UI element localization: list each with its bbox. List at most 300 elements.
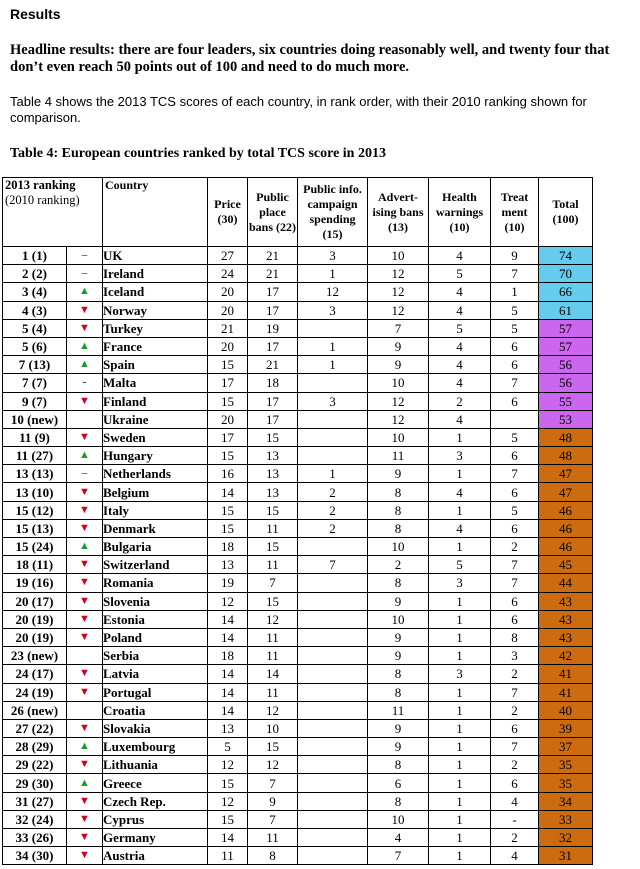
rank-change-cell: ▼ <box>67 519 103 537</box>
rank-cell: 23 (new) <box>3 647 67 665</box>
public-place-bans-cell: 9 <box>248 792 298 810</box>
total-cell: 45 <box>539 556 593 574</box>
health-warnings-cell: 1 <box>429 538 491 556</box>
rank-change-cell: ▼ <box>67 301 103 319</box>
country-cell: Italy <box>103 501 208 519</box>
health-warnings-cell: 5 <box>429 265 491 283</box>
advertising-bans-cell: 6 <box>368 774 429 792</box>
country-cell: Netherlands <box>103 465 208 483</box>
advertising-bans-cell: 9 <box>368 465 429 483</box>
health-warnings-cell: 3 <box>429 447 491 465</box>
public-place-bans-cell: 12 <box>248 701 298 719</box>
table-row <box>3 647 593 665</box>
health-warnings-cell: 1 <box>429 774 491 792</box>
advertising-bans-cell: 8 <box>368 519 429 537</box>
country-cell: Sweden <box>103 428 208 446</box>
public-info-cell <box>298 756 368 774</box>
table-row <box>3 574 593 592</box>
advertising-bans-cell: 9 <box>368 647 429 665</box>
public-info-cell <box>298 592 368 610</box>
rank-cell: 28 (29) <box>3 738 67 756</box>
country-cell: Belgium <box>103 483 208 501</box>
rank-change-cell: ▲ <box>67 538 103 556</box>
health-warnings-cell: 1 <box>429 647 491 665</box>
table-row <box>3 428 593 446</box>
price-cell: 21 <box>208 319 248 337</box>
public-place-bans-cell: 11 <box>248 829 298 847</box>
header-public-place-bans: Public place bans (22) <box>248 178 298 247</box>
health-warnings-cell: 4 <box>429 247 491 265</box>
table-row <box>3 356 593 374</box>
public-place-bans-cell: 19 <box>248 319 298 337</box>
rank-change-cell: ▲ <box>67 356 103 374</box>
public-info-cell: 7 <box>298 556 368 574</box>
header-health-warnings: Health warnings (10) <box>429 178 491 247</box>
treatment-cell: 6 <box>491 483 539 501</box>
section-title: Results <box>10 6 61 22</box>
country-cell: France <box>103 337 208 355</box>
public-info-cell: 3 <box>298 301 368 319</box>
country-cell: Czech Rep. <box>103 792 208 810</box>
total-cell: 42 <box>539 647 593 665</box>
public-info-cell <box>298 719 368 737</box>
table-body <box>3 247 593 865</box>
treatment-cell: 6 <box>491 592 539 610</box>
rank-cell: 29 (30) <box>3 774 67 792</box>
treatment-cell: 6 <box>491 356 539 374</box>
public-info-cell <box>298 701 368 719</box>
rank-cell: 20 (19) <box>3 610 67 628</box>
price-cell: 14 <box>208 483 248 501</box>
advertising-bans-cell: 7 <box>368 319 429 337</box>
advertising-bans-cell: 12 <box>368 265 429 283</box>
total-cell: 46 <box>539 538 593 556</box>
advertising-bans-cell: 9 <box>368 738 429 756</box>
table-row <box>3 301 593 319</box>
advertising-bans-cell: 8 <box>368 792 429 810</box>
rank-change-cell: ▼ <box>67 574 103 592</box>
advertising-bans-cell: 8 <box>368 665 429 683</box>
country-cell: Serbia <box>103 647 208 665</box>
rank-cell: 15 (12) <box>3 501 67 519</box>
advertising-bans-cell: 4 <box>368 829 429 847</box>
public-info-cell <box>298 410 368 428</box>
public-info-cell: 1 <box>298 356 368 374</box>
table-row <box>3 847 593 865</box>
public-info-cell <box>298 847 368 865</box>
advertising-bans-cell: 11 <box>368 447 429 465</box>
public-place-bans-cell: 21 <box>248 265 298 283</box>
public-place-bans-cell: 12 <box>248 610 298 628</box>
table-row <box>3 337 593 355</box>
price-cell: 20 <box>208 410 248 428</box>
table-row <box>3 683 593 701</box>
advertising-bans-cell: 10 <box>368 247 429 265</box>
country-cell: Latvia <box>103 665 208 683</box>
treatment-cell: 2 <box>491 538 539 556</box>
total-cell: 48 <box>539 447 593 465</box>
price-cell: 15 <box>208 519 248 537</box>
table-row <box>3 319 593 337</box>
table-row <box>3 756 593 774</box>
rank-cell: 20 (19) <box>3 628 67 646</box>
public-place-bans-cell: 13 <box>248 447 298 465</box>
treatment-cell: 7 <box>491 265 539 283</box>
header-ranking <box>3 178 103 247</box>
public-place-bans-cell: 11 <box>248 556 298 574</box>
treatment-cell: 2 <box>491 665 539 683</box>
country-cell: Spain <box>103 356 208 374</box>
rank-cell: 20 (17) <box>3 592 67 610</box>
treatment-cell: 4 <box>491 792 539 810</box>
total-cell: 41 <box>539 683 593 701</box>
public-place-bans-cell: 11 <box>248 628 298 646</box>
rank-change-cell: ▼ <box>67 428 103 446</box>
treatment-cell: 7 <box>491 738 539 756</box>
rank-change-cell: ▼ <box>67 829 103 847</box>
rank-cell: 15 (24) <box>3 538 67 556</box>
public-info-cell <box>298 810 368 828</box>
health-warnings-cell: 2 <box>429 392 491 410</box>
public-info-cell: 3 <box>298 247 368 265</box>
treatment-cell: 5 <box>491 501 539 519</box>
treatment-cell: 7 <box>491 574 539 592</box>
header-total: Total (100) <box>539 178 593 247</box>
country-cell: Romania <box>103 574 208 592</box>
treatment-cell <box>491 410 539 428</box>
health-warnings-cell: 3 <box>429 665 491 683</box>
health-warnings-cell: 4 <box>429 483 491 501</box>
price-cell: 15 <box>208 392 248 410</box>
table-row <box>3 592 593 610</box>
price-cell: 14 <box>208 610 248 628</box>
table-row <box>3 792 593 810</box>
public-info-cell: 3 <box>298 392 368 410</box>
public-place-bans-cell: 17 <box>248 283 298 301</box>
public-place-bans-cell: 11 <box>248 519 298 537</box>
rank-change-cell: – <box>67 247 103 265</box>
health-warnings-cell: 1 <box>429 738 491 756</box>
public-place-bans-cell: 7 <box>248 574 298 592</box>
public-place-bans-cell: 21 <box>248 247 298 265</box>
price-cell: 18 <box>208 538 248 556</box>
table-header-row <box>3 178 593 247</box>
total-cell: 70 <box>539 265 593 283</box>
table-row <box>3 410 593 428</box>
health-warnings-cell: 4 <box>429 519 491 537</box>
rank-cell: 3 (4) <box>3 283 67 301</box>
advertising-bans-cell: 12 <box>368 301 429 319</box>
treatment-cell: 3 <box>491 647 539 665</box>
treatment-cell: 7 <box>491 683 539 701</box>
price-cell: 20 <box>208 337 248 355</box>
table-row <box>3 483 593 501</box>
public-info-cell: 1 <box>298 465 368 483</box>
country-cell: UK <box>103 247 208 265</box>
rank-change-cell: ▲ <box>67 447 103 465</box>
treatment-cell: 6 <box>491 719 539 737</box>
price-cell: 12 <box>208 792 248 810</box>
public-place-bans-cell: 15 <box>248 738 298 756</box>
table-row <box>3 247 593 265</box>
rank-change-cell <box>67 410 103 428</box>
rank-change-cell: ▼ <box>67 319 103 337</box>
public-place-bans-cell: 21 <box>248 356 298 374</box>
table-row <box>3 665 593 683</box>
rank-change-cell: ▼ <box>67 628 103 646</box>
rank-change-cell: ▼ <box>67 665 103 683</box>
table-row <box>3 538 593 556</box>
rank-cell: 2 (2) <box>3 265 67 283</box>
price-cell: 18 <box>208 647 248 665</box>
total-cell: 33 <box>539 810 593 828</box>
rank-change-cell: ▼ <box>67 556 103 574</box>
public-info-cell <box>298 829 368 847</box>
treatment-cell: 4 <box>491 847 539 865</box>
advertising-bans-cell: 9 <box>368 719 429 737</box>
health-warnings-cell: 4 <box>429 410 491 428</box>
country-cell: Finland <box>103 392 208 410</box>
public-place-bans-cell: 12 <box>248 756 298 774</box>
header-price: Price (30) <box>208 178 248 247</box>
health-warnings-cell: 1 <box>429 465 491 483</box>
table-row <box>3 719 593 737</box>
rank-cell: 1 (1) <box>3 247 67 265</box>
advertising-bans-cell: 9 <box>368 628 429 646</box>
rank-change-cell: ▼ <box>67 756 103 774</box>
rank-change-cell: ▲ <box>67 283 103 301</box>
public-info-cell: 12 <box>298 283 368 301</box>
health-warnings-cell: 1 <box>429 829 491 847</box>
treatment-cell: 2 <box>491 829 539 847</box>
total-cell: 47 <box>539 465 593 483</box>
total-cell: 61 <box>539 301 593 319</box>
rank-cell: 11 (27) <box>3 447 67 465</box>
public-place-bans-cell: 18 <box>248 374 298 392</box>
total-cell: 35 <box>539 756 593 774</box>
rank-change-cell: ▼ <box>67 592 103 610</box>
advertising-bans-cell: 9 <box>368 356 429 374</box>
treatment-cell: 6 <box>491 519 539 537</box>
health-warnings-cell: 1 <box>429 810 491 828</box>
public-info-cell: 2 <box>298 483 368 501</box>
public-info-cell <box>298 647 368 665</box>
public-place-bans-cell: 17 <box>248 337 298 355</box>
public-info-cell <box>298 538 368 556</box>
health-warnings-cell: 1 <box>429 428 491 446</box>
table-row <box>3 738 593 756</box>
advertising-bans-cell: 8 <box>368 683 429 701</box>
price-cell: 14 <box>208 665 248 683</box>
rank-cell: 4 (3) <box>3 301 67 319</box>
rank-cell: 7 (7) <box>3 374 67 392</box>
rank-cell: 5 (4) <box>3 319 67 337</box>
public-info-cell <box>298 683 368 701</box>
total-cell: 37 <box>539 738 593 756</box>
rank-cell: 13 (10) <box>3 483 67 501</box>
public-place-bans-cell: 17 <box>248 410 298 428</box>
country-cell: Lithuania <box>103 756 208 774</box>
advertising-bans-cell: 9 <box>368 592 429 610</box>
total-cell: 55 <box>539 392 593 410</box>
price-cell: 15 <box>208 356 248 374</box>
rank-change-cell <box>67 647 103 665</box>
total-cell: 57 <box>539 337 593 355</box>
total-cell: 32 <box>539 829 593 847</box>
public-info-cell <box>298 319 368 337</box>
total-cell: 35 <box>539 774 593 792</box>
table-row <box>3 829 593 847</box>
price-cell: 14 <box>208 628 248 646</box>
total-cell: 56 <box>539 374 593 392</box>
total-cell: 66 <box>539 283 593 301</box>
rank-cell: 26 (new) <box>3 701 67 719</box>
health-warnings-cell: 1 <box>429 701 491 719</box>
price-cell: 5 <box>208 738 248 756</box>
total-cell: 40 <box>539 701 593 719</box>
rank-change-cell: – <box>67 465 103 483</box>
public-info-cell <box>298 665 368 683</box>
rank-change-cell: ▲ <box>67 337 103 355</box>
price-cell: 17 <box>208 374 248 392</box>
table-row <box>3 374 593 392</box>
table-row <box>3 610 593 628</box>
public-info-cell <box>298 374 368 392</box>
advertising-bans-cell: 12 <box>368 392 429 410</box>
price-cell: 20 <box>208 283 248 301</box>
treatment-cell: 6 <box>491 337 539 355</box>
rank-change-cell: – <box>67 265 103 283</box>
header-ranking-normal: (2010 ranking) <box>5 193 80 207</box>
treatment-cell: 9 <box>491 247 539 265</box>
table-row <box>3 556 593 574</box>
total-cell: 31 <box>539 847 593 865</box>
header-ranking-bold: 2013 ranking <box>5 178 76 192</box>
health-warnings-cell: 4 <box>429 337 491 355</box>
total-cell: 43 <box>539 628 593 646</box>
health-warnings-cell: 3 <box>429 574 491 592</box>
country-cell: Slovakia <box>103 719 208 737</box>
public-place-bans-cell: 13 <box>248 465 298 483</box>
table-caption: Table 4: European countries ranked by total TCS score in 2013 <box>10 146 386 161</box>
table-row <box>3 465 593 483</box>
price-cell: 15 <box>208 774 248 792</box>
rank-cell: 33 (26) <box>3 829 67 847</box>
advertising-bans-cell: 8 <box>368 756 429 774</box>
rank-cell: 24 (17) <box>3 665 67 683</box>
rank-change-cell: ▼ <box>67 610 103 628</box>
treatment-cell: 6 <box>491 610 539 628</box>
total-cell: 74 <box>539 247 593 265</box>
total-cell: 48 <box>539 428 593 446</box>
table-row <box>3 501 593 519</box>
public-place-bans-cell: 11 <box>248 647 298 665</box>
rank-change-cell <box>67 701 103 719</box>
rank-cell: 5 (6) <box>3 337 67 355</box>
advertising-bans-cell: 2 <box>368 556 429 574</box>
health-warnings-cell: 5 <box>429 319 491 337</box>
health-warnings-cell: 4 <box>429 283 491 301</box>
rank-change-cell: ▲ <box>67 774 103 792</box>
rank-change-cell: ▼ <box>67 792 103 810</box>
advertising-bans-cell: 8 <box>368 501 429 519</box>
advertising-bans-cell: 11 <box>368 701 429 719</box>
country-cell: Portugal <box>103 683 208 701</box>
public-info-cell: 2 <box>298 519 368 537</box>
price-cell: 27 <box>208 247 248 265</box>
rank-cell: 29 (22) <box>3 756 67 774</box>
total-cell: 46 <box>539 519 593 537</box>
country-cell: Austria <box>103 847 208 865</box>
price-cell: 15 <box>208 447 248 465</box>
public-info-cell: 1 <box>298 337 368 355</box>
health-warnings-cell: 1 <box>429 501 491 519</box>
country-cell: Cyprus <box>103 810 208 828</box>
headline-paragraph: Headline results: there are four leaders, six countries doing reasonably well, and twenty four that don’t even reach 50 points out of 100 and need to do much more. <box>10 42 610 75</box>
price-cell: 13 <box>208 719 248 737</box>
price-cell: 14 <box>208 701 248 719</box>
treatment-cell: 6 <box>491 392 539 410</box>
treatment-cell: 2 <box>491 756 539 774</box>
public-info-cell <box>298 610 368 628</box>
total-cell: 39 <box>539 719 593 737</box>
table-row <box>3 447 593 465</box>
table-row <box>3 392 593 410</box>
public-info-cell: 2 <box>298 501 368 519</box>
rank-cell: 32 (24) <box>3 810 67 828</box>
table-row <box>3 283 593 301</box>
country-cell: Norway <box>103 301 208 319</box>
country-cell: Greece <box>103 774 208 792</box>
rank-change-cell: ▼ <box>67 847 103 865</box>
health-warnings-cell: 1 <box>429 683 491 701</box>
intro-paragraph: Table 4 shows the 2013 TCS scores of each country, in rank order, with their 2010 ranking shown for comparison. <box>10 94 587 125</box>
price-cell: 15 <box>208 501 248 519</box>
price-cell: 19 <box>208 574 248 592</box>
country-cell: Croatia <box>103 701 208 719</box>
price-cell: 13 <box>208 556 248 574</box>
total-cell: 44 <box>539 574 593 592</box>
country-cell: Luxembourg <box>103 738 208 756</box>
public-place-bans-cell: 7 <box>248 774 298 792</box>
advertising-bans-cell: 10 <box>368 810 429 828</box>
tcs-ranking-table <box>2 177 593 865</box>
treatment-cell: 6 <box>491 774 539 792</box>
table-row <box>3 810 593 828</box>
header-advertising-bans: Advert-ising bans (13) <box>368 178 429 247</box>
price-cell: 16 <box>208 465 248 483</box>
treatment-cell: 6 <box>491 447 539 465</box>
price-cell: 14 <box>208 829 248 847</box>
price-cell: 20 <box>208 301 248 319</box>
rank-change-cell: - <box>67 374 103 392</box>
total-cell: 43 <box>539 592 593 610</box>
advertising-bans-cell: 12 <box>368 283 429 301</box>
rank-cell: 13 (13) <box>3 465 67 483</box>
advertising-bans-cell: 7 <box>368 847 429 865</box>
rank-cell: 10 (new) <box>3 410 67 428</box>
public-info-cell <box>298 738 368 756</box>
country-cell: Malta <box>103 374 208 392</box>
rank-cell: 11 (9) <box>3 428 67 446</box>
country-cell: Turkey <box>103 319 208 337</box>
health-warnings-cell: 1 <box>429 719 491 737</box>
public-info-cell <box>298 447 368 465</box>
country-cell: Iceland <box>103 283 208 301</box>
advertising-bans-cell: 10 <box>368 538 429 556</box>
treatment-cell: 5 <box>491 319 539 337</box>
price-cell: 12 <box>208 756 248 774</box>
